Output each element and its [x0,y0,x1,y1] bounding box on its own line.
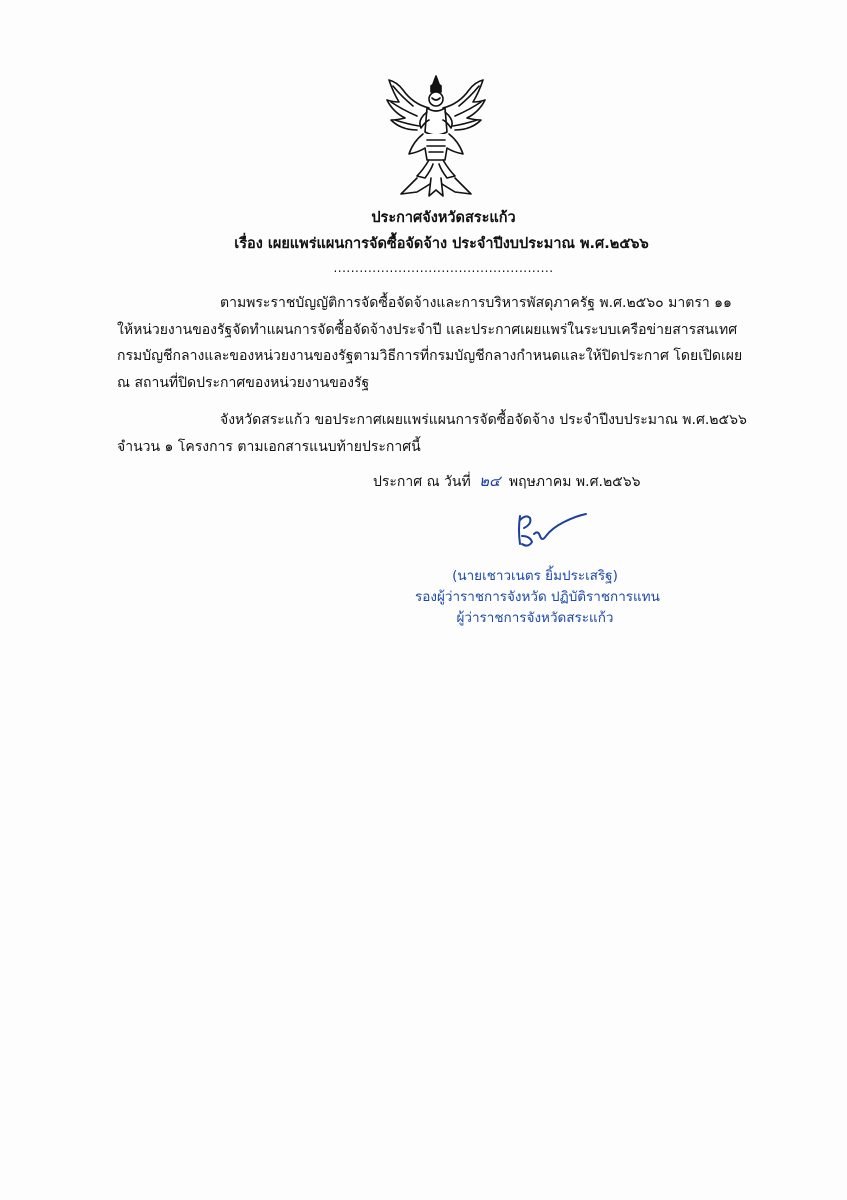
paragraph-line: กรมบัญชีกลางและของหน่วยงานของรัฐตามวิธีการที่กรมบัญชีกลางกำหนดและให้ปิดประกาศ โดยเปิดเผย [117,348,743,364]
paragraph-announcement [117,407,773,460]
handwritten-day: ๒๔ [479,472,501,490]
document-title: ประกาศจังหวัดสระแก้ว [371,210,516,226]
garuda-emblem-icon [383,72,489,202]
handwritten-signature-icon [512,506,592,558]
date-suffix: พฤษภาคม พ.ศ.๒๕๖๖ [508,474,641,490]
paragraph-line: จังหวัดสระแก้ว ขอประกาศเผยแพร่แผนการจัดซื้อจัดจ้าง ประจำปีงบประมาณ พ.ศ.๒๕๖๖ [220,412,747,428]
signatory-block [415,566,660,629]
signatory-position: รองผู้ว่าราชการจังหวัด ปฏิบัติราชการแทน [415,589,660,605]
signatory-name: (นายเชาวเนตร ยิ้มประเสริฐ) [452,568,618,584]
date-line [373,470,641,493]
paragraph-line: ณ สถานที่ปิดประกาศของหน่วยงานของรัฐ [117,374,370,391]
separator-dots: ................................................... [333,261,554,275]
signatory-position-acting-for: ผู้ว่าราชการจังหวัดสระแก้ว [456,610,614,626]
document-subject: เรื่อง เผยแพร่แผนการจัดซื้อจัดจ้าง ประจำปีงบประมาณ พ.ศ.๒๕๖๖ [234,236,649,252]
paragraph-line: ให้หน่วยงานของรัฐจัดทำแผนการจัดซื้อจัดจ้างประจำปี และประกาศเผยแพร่ในระบบเครือข่ายสารสนเทศ [117,321,738,338]
paragraph-line: จำนวน ๑ โครงการ ตามเอกสารแนบท้ายประกาศนี้ [117,438,421,455]
date-prefix: ประกาศ ณ วันที่ [373,474,471,490]
paragraph-line: ตามพระราชบัญญัติการจัดซื้อจัดจ้างและการบริหารพัสดุภาครัฐ พ.ศ.๒๕๖๐ มาตรา ๑๑ [220,295,732,311]
paragraph-legal-basis [117,290,773,396]
